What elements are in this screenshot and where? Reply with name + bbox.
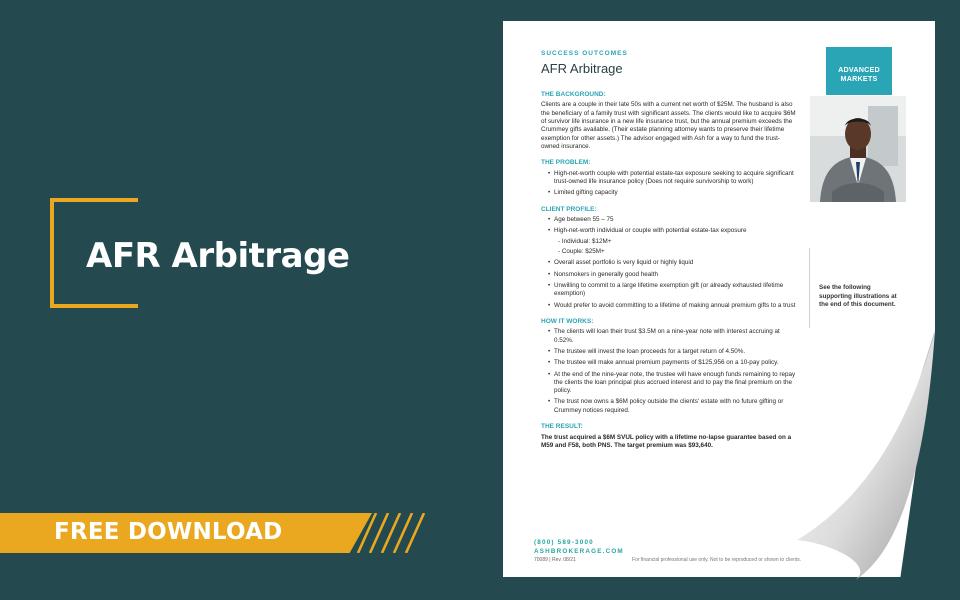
list-item: • Overall asset portfolio is very liquid or highly liquid: [548, 259, 796, 267]
list-item: • Nonsmokers in generally good health: [548, 271, 796, 279]
advisor-photo: [810, 96, 906, 202]
how-it-works-list: [541, 328, 796, 415]
page-curl: [795, 330, 940, 585]
wealth-threshold-list: [554, 238, 796, 257]
side-note: See the following supporting illustrations at the end of this document.: [819, 284, 897, 308]
profile-list: [541, 216, 796, 310]
footer-phone: (800) 589-3000: [534, 539, 594, 546]
badge-line-1: ADVANCED: [838, 65, 880, 74]
background-text: Clients are a couple in their late 50s with a current net worth of $25M. The husband is also the beneficiary of a family trust with significant assets. The clients would like to acquire $6M of survivor life insurance in a new life insurance trust, but the annual premium exceeds the Crummey gifts available. (Their estate planning attorney wants to preserve their lifetime exemption for other assets.) The advisor engaged with Ash for a way to fund the trust-owned insurance.: [541, 101, 796, 150]
list-item: • At the end of the nine-year note, the trustee will have enough funds remaining to repay the clients the loan principal plus accrued interest and to pay the final premium on the policy.: [548, 371, 796, 396]
list-item: • Age between 55 – 75: [548, 216, 796, 224]
problem-heading: THE PROBLEM:: [541, 159, 591, 167]
list-item: • Limited gifting capacity: [548, 189, 796, 197]
side-divider: [809, 248, 810, 328]
free-download-label[interactable]: FREE DOWNLOAD: [54, 519, 283, 545]
background-heading: THE BACKGROUND:: [541, 90, 606, 98]
list-item: • Unwilling to commit to a large lifetime exemption gift (or already exhausted lifetime exemption): [548, 282, 796, 299]
advanced-markets-badge: [826, 47, 892, 95]
document-body: [541, 50, 796, 450]
footer-website: ASHBROKERAGE.COM: [534, 548, 624, 555]
list-item: • The clients will loan their trust $3.5M on a nine-year note with interest accruing at 0.52%.: [548, 328, 796, 345]
diagonal-stripes-decoration: [350, 513, 430, 553]
sub-item-couple: - Couple: $25M+: [558, 248, 605, 256]
document-title: AFR Arbitrage: [541, 60, 623, 76]
hero-title: AFR Arbitrage: [86, 236, 350, 276]
how-it-works-heading: HOW IT WORKS:: [541, 317, 594, 325]
list-item: • The trustee will make annual premium payments of $125,956 on a 10-pay policy.: [548, 359, 796, 367]
result-heading: THE RESULT:: [541, 423, 583, 431]
sub-item-individual: - Individual: $12M+: [558, 237, 612, 245]
result-text: The trust acquired a $6M SVUL policy with a lifetime no-lapse guarantee based on a M59 and F58, both PNS. The target premium was $93,640.: [541, 433, 792, 449]
list-item: • The trustee will invest the loan proceeds for a target return of 4.50%.: [548, 348, 796, 356]
list-item-text: High-net-worth individual or couple with potential estate-tax exposure: [554, 227, 747, 235]
list-item: • Would prefer to avoid committing to a lifetime of making annual premium gifts to a trust: [548, 302, 796, 310]
list-item: • The trust now owns a $6M policy outside the clients' estate with no future gifting or Crummey notices required.: [548, 398, 796, 415]
profile-heading: CLIENT PROFILE:: [541, 205, 597, 213]
badge-line-2: MARKETS: [840, 74, 878, 84]
problem-list: [541, 170, 796, 198]
footer-form-code: 70089 | Rev. 08/21: [534, 557, 576, 563]
document-eyebrow: SUCCESS OUTCOMES: [541, 50, 628, 57]
footer-disclaimer: For financial professional use only. Not to be reproduced or shown to clients.: [632, 557, 802, 563]
list-item: [548, 227, 796, 256]
list-item: • High-net-worth couple with potential estate-tax exposure seeking to acquire significant trust-owned life insurance policy (Does not require survivorship to work): [548, 170, 796, 187]
